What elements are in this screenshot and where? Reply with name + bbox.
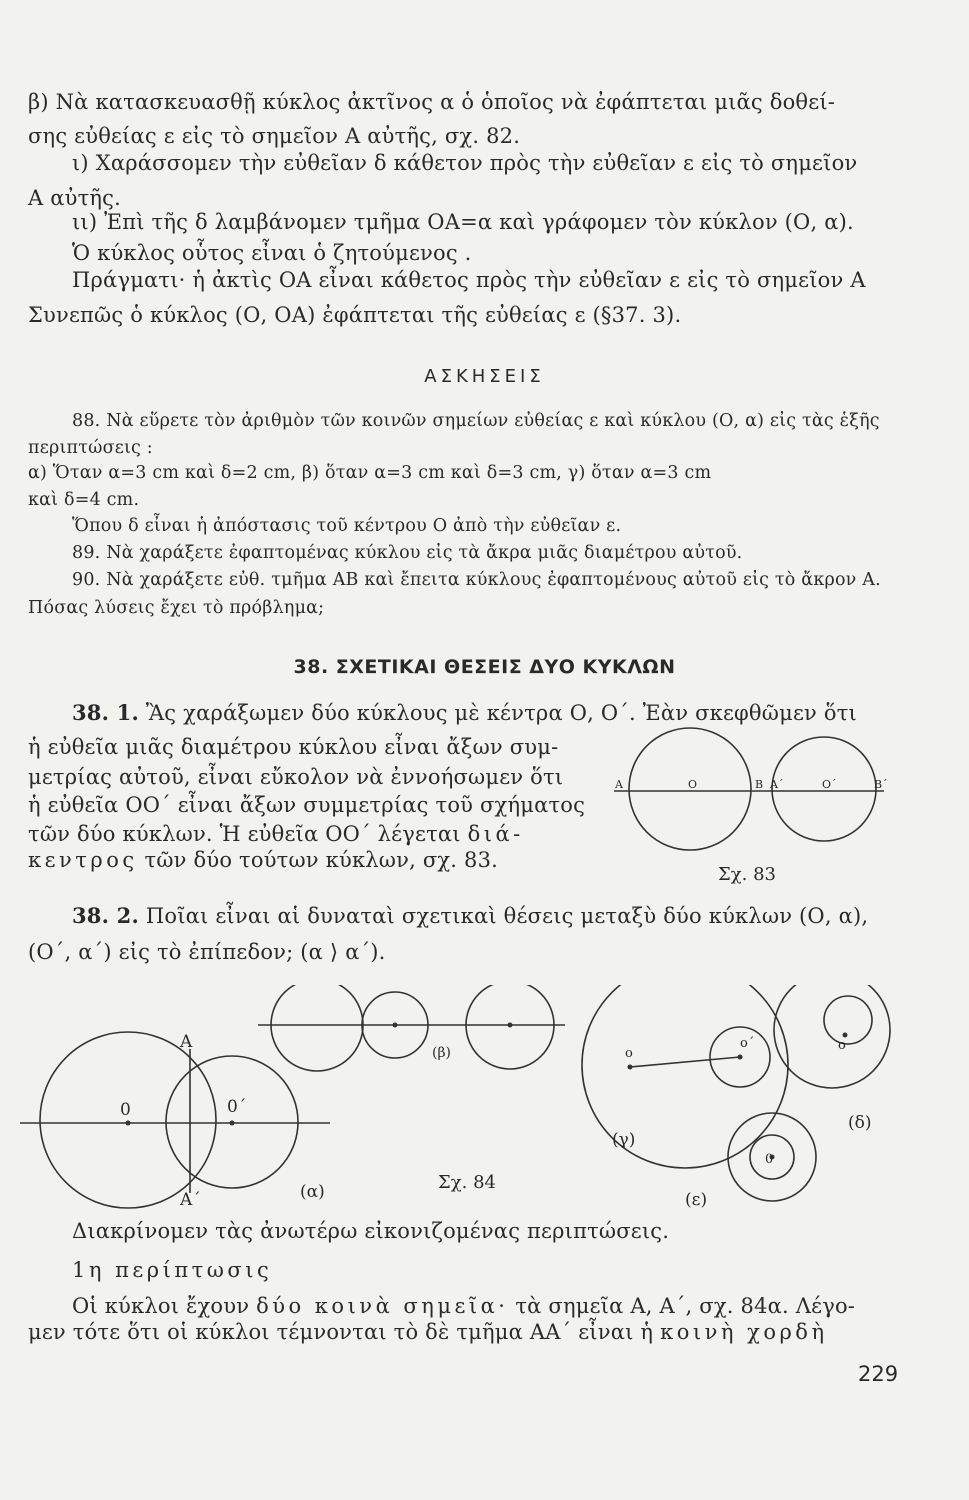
exercise-line: καὶ δ=4 cm. bbox=[28, 490, 140, 510]
exercise-line: α) Ὅταν α=3 cm καὶ δ=2 cm, β) ὅταν α=3 cm καὶ δ=3 cm, γ) ὅταν α=3 cm bbox=[28, 463, 712, 483]
label-A-prime: A΄ bbox=[770, 778, 784, 791]
text-line: β) Νὰ κατασκευασθῇ κύκλος ἀκτῖνος α ὁ ὁποῖος νὰ ἐφάπτεται μιᾶς δοθεί- bbox=[28, 90, 836, 114]
paragraph-38-2-first-line: 38. 2. Ποῖαι εἶναι αἱ δυναταὶ σχετικαὶ θέσεις μεταξὺ δύο κύκλων (Ο, α), bbox=[72, 903, 869, 928]
label-case-beta: (β) bbox=[432, 1045, 452, 1061]
text-line: τῶν δύο κύκλων. Ἡ εὐθεῖα ΟΟ΄ λέγεται διά- bbox=[28, 822, 524, 846]
label-o-gamma: ο bbox=[625, 1046, 633, 1061]
term-spaced: κοινὴ χορδὴ bbox=[660, 1320, 828, 1344]
text-line: Ὁ κύκλος οὗτος εἶναι ὁ ζητούμενος . bbox=[72, 241, 472, 265]
text-line: Διακρίνομεν τὰς ἀνωτέρω εἰκονιζομένας περιπτώσεις. bbox=[72, 1219, 670, 1243]
exercise-line: 89. Νὰ χαράξετε ἐφαπτομένας κύκλου εἰς τὰ ἄκρα μιᾶς διαμέτρου αὐτοῦ. bbox=[72, 543, 743, 563]
exercise-line: 90. Νὰ χαράξετε εὐθ. τμῆμα ΑΒ καὶ ἔπειτα κύκλους ἐφαπτομένους αὐτοῦ εἰς τὸ ἄκρον Α. bbox=[72, 570, 881, 590]
text-line: ἡ εὐθεῖα ΟΟ΄ εἶναι ἄξων συμμετρίας τοῦ σχήματος bbox=[28, 793, 586, 817]
label-0-epsilon: 0 bbox=[765, 1152, 774, 1167]
text-line: μεν τότε ὅτι οἱ κύκλοι τέμνονται τὸ δὲ τμῆμα ΑΑ΄ εἶναι ἡ κοινὴ χορδὴ bbox=[28, 1320, 828, 1344]
exercises-heading: ΑΣΚΗΣΕΙΣ bbox=[424, 366, 545, 387]
label-B: B bbox=[755, 778, 764, 791]
figure-84-caption: Σχ. 84 bbox=[438, 1172, 496, 1193]
label-O-prime: O΄ bbox=[822, 778, 837, 791]
figure-84 bbox=[0, 985, 969, 1235]
text-line: Συνεπῶς ὁ κύκλος (Ο, ΟΑ) ἐφάπτεται τῆς εὐθείας ε (§37. 3). bbox=[28, 303, 682, 327]
exercise-line: Ὅπου δ εἶναι ἡ ἀπόστασις τοῦ κέντρου Ο ἀπὸ τὴν εὐθεῖαν ε. bbox=[72, 516, 622, 536]
label-A: A bbox=[180, 1032, 193, 1052]
case-beta-circles bbox=[258, 985, 565, 1071]
case-heading: 1η περίπτωσις bbox=[72, 1258, 273, 1282]
label-B-prime: B΄ bbox=[874, 778, 888, 791]
term-spaced: κεντρος bbox=[28, 848, 138, 872]
case-alpha-circles bbox=[20, 1032, 330, 1208]
text-line: Πράγματι· ἡ ἀκτὶς ΟΑ εἶναι κάθετος πρὸς τὴν εὐθεῖαν ε εἰς τὸ σημεῖον Α bbox=[72, 268, 866, 292]
text-line: (Ο΄, α΄) εἰς τὸ ἐπίπεδον; (α ⟩ α΄). bbox=[28, 940, 386, 964]
label-case-epsilon: (ε) bbox=[685, 1190, 708, 1210]
text-line: ιι) Ἐπὶ τῆς δ λαμβάνομεν τμῆμα ΟΑ=α καὶ γράφομεν τὸν κύκλον (Ο, α). bbox=[72, 210, 854, 234]
section-title: 38. ΣΧΕΤΙΚΑΙ ΘΕΣΕΙΣ ΔΥΟ ΚΥΚΛΩΝ bbox=[293, 656, 676, 678]
label-case-delta: (δ) bbox=[848, 1113, 872, 1133]
exercise-line: Πόσας λύσεις ἔχει τὸ πρόβλημα; bbox=[28, 598, 325, 618]
figure-83 bbox=[600, 725, 890, 885]
label-case-alpha: (α) bbox=[300, 1182, 325, 1202]
label-O: O bbox=[688, 778, 698, 791]
text-line: ἡ εὐθεῖα μιᾶς διαμέτρου κύκλου εἶναι ἄξων συμ- bbox=[28, 735, 559, 759]
label-A: A bbox=[615, 778, 623, 791]
term-spaced: δύο κοινὰ σημεῖα· bbox=[256, 1294, 509, 1318]
term-spaced: διά- bbox=[467, 822, 524, 846]
paragraph-38-1-first-line: 38. 1. Ἂς χαράξωμεν δύο κύκλους μὲ κέντρα Ο, Ο΄. Ἐὰν σκεφθῶμεν ὅτι bbox=[72, 700, 857, 725]
figure-83-caption: Σχ. 83 bbox=[718, 864, 776, 885]
text-line: ι) Χαράσσομεν τὴν εὐθεῖαν δ κάθετον πρὸς τὴν εὐθεῖαν ε εἰς τὸ σημεῖον bbox=[72, 151, 858, 175]
label-o-delta: ο bbox=[838, 1038, 846, 1053]
exercise-line: περιπτώσεις : bbox=[28, 438, 153, 458]
text-line: Α αὐτῆς. bbox=[28, 186, 122, 210]
text-line: μετρίας αὐτοῦ, εἶναι εὔκολον νὰ ἐννοήσωμεν ὅτι bbox=[28, 765, 564, 789]
text-line: κεντρος τῶν δύο τούτων κύκλων, σχ. 83. bbox=[28, 848, 499, 872]
paragraph-number: 38. 1. bbox=[72, 700, 139, 725]
label-0: 0 bbox=[120, 1100, 131, 1120]
page-number: 229 bbox=[858, 1362, 899, 1386]
paragraph-number: 38. 2. bbox=[72, 903, 139, 928]
text-line: Οἱ κύκλοι ἔχουν δύο κοινὰ σημεῖα· τὰ σημεῖα Α, Α΄, σχ. 84α. Λέγο- bbox=[72, 1294, 856, 1318]
text-line: σης εὐθείας ε εἰς τὸ σημεῖον Α αὐτῆς, σχ. 82. bbox=[28, 124, 521, 148]
label-0-prime: 0΄ bbox=[227, 1097, 247, 1117]
case-delta-circles bbox=[774, 985, 890, 1088]
label-A-prime: A΄ bbox=[180, 1190, 201, 1210]
exercise-line: 88. Νὰ εὕρετε τὸν ἀριθμὸν τῶν κοινῶν σημείων εὐθείας ε καὶ κύκλου (Ο, α) εἰς τὰς ἑξῆς bbox=[72, 411, 880, 431]
label-o-prime-gamma: ο΄ bbox=[740, 1036, 755, 1051]
label-case-gamma: (γ) bbox=[612, 1130, 636, 1150]
